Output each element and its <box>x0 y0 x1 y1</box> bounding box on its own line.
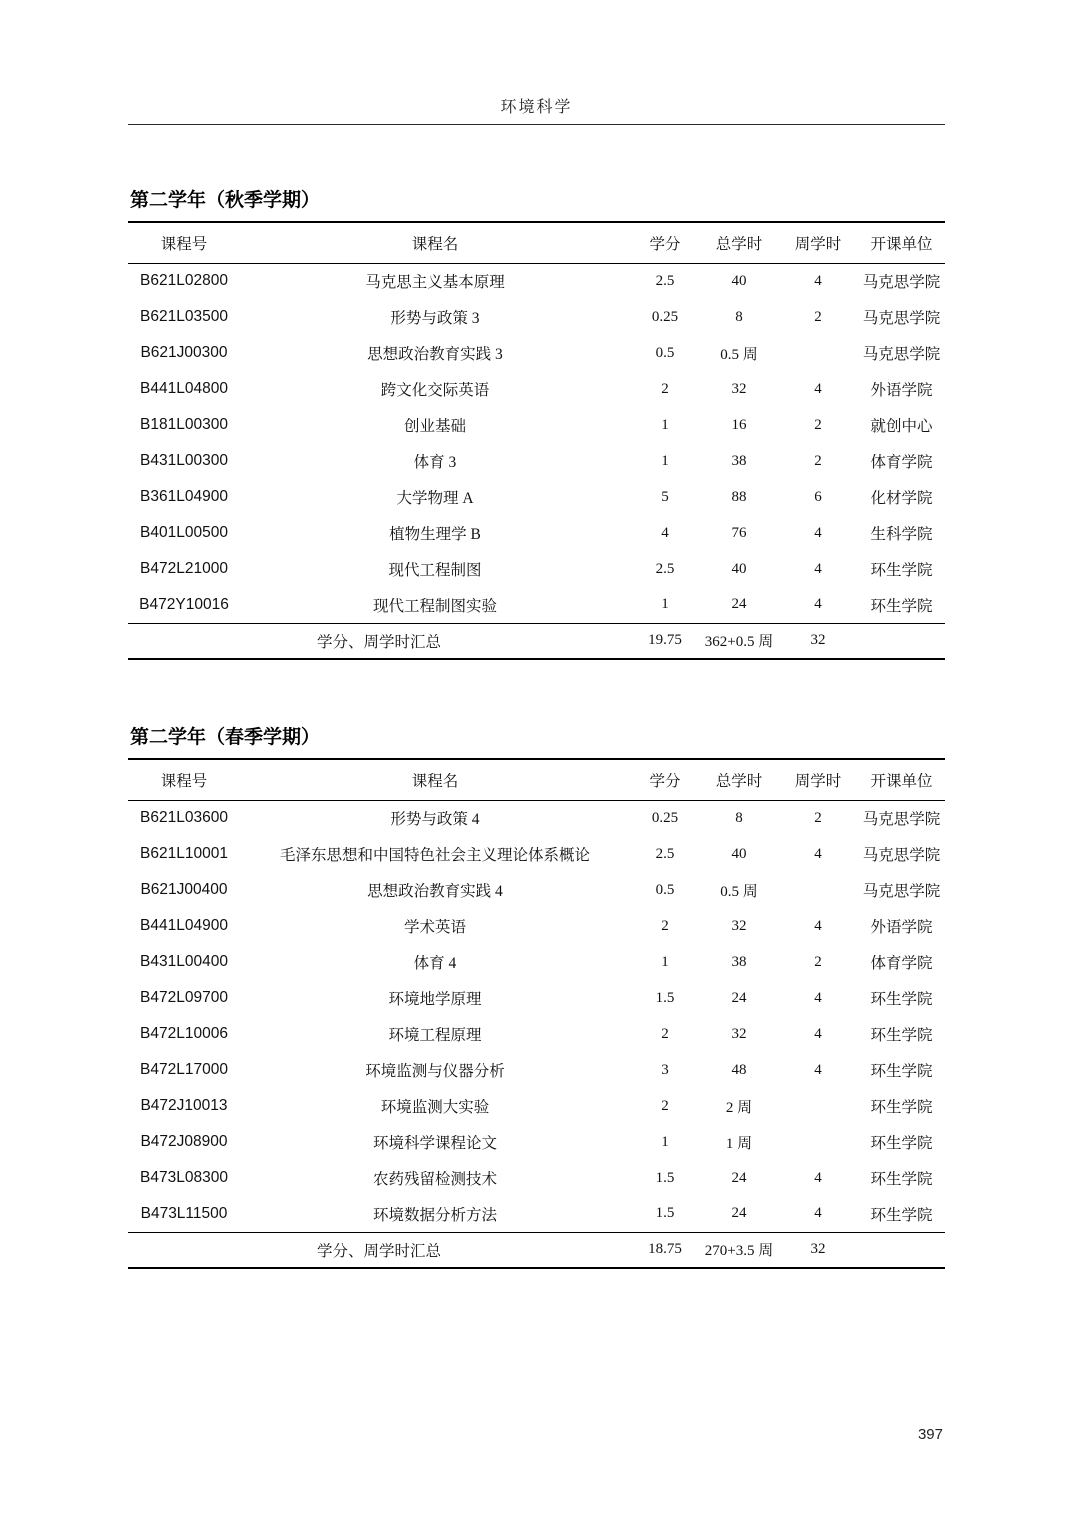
course-name-cell: 现代工程制图 <box>388 562 482 579</box>
course-name-cell: 环境科学课程论文 <box>372 1135 497 1152</box>
total-hours-cell: 8 <box>735 308 743 325</box>
table-row <box>128 1160 945 1196</box>
weekly-hours-cell: 2 <box>814 308 822 325</box>
course-name-cell: 环境工程原理 <box>388 1027 482 1044</box>
table-row <box>128 980 945 1016</box>
weekly-hours-cell <box>778 872 858 908</box>
summary-hours: 362+0.5 周 <box>700 623 778 659</box>
summary-weekly: 32 <box>778 623 858 659</box>
credits-cell: 1.5 <box>655 1169 675 1186</box>
table-row <box>128 836 945 872</box>
course-id-cell: B472J08900 <box>140 1133 228 1150</box>
table-body <box>128 263 945 623</box>
summary-hours: 270+3.5 周 <box>700 1232 778 1268</box>
credits-cell: 2 <box>661 1097 669 1114</box>
credits-cell: 4 <box>661 524 669 541</box>
table-row <box>128 407 945 443</box>
course-name-cell: 环境监测与仪器分析 <box>365 1063 505 1080</box>
table-row <box>128 479 945 515</box>
course-id-cell: B441L04900 <box>140 917 228 934</box>
course-id-cell: B472Y10016 <box>139 595 229 613</box>
unit-cell: 马克思学院 <box>862 274 941 292</box>
col-header-weekly-hours: 周学时 <box>778 759 858 800</box>
credits-cell: 2.5 <box>655 272 675 289</box>
credits-cell: 2.5 <box>655 845 675 862</box>
total-hours-cell: 0.5 周 <box>720 346 758 363</box>
table-row <box>128 1052 945 1088</box>
course-name-cell: 思想政治教育实践 3 <box>367 346 503 363</box>
weekly-hours-cell: 4 <box>814 560 822 577</box>
total-hours-cell: 1 周 <box>725 1135 753 1152</box>
weekly-hours-cell: 4 <box>814 1169 822 1186</box>
table-row <box>128 800 945 836</box>
table-summary <box>128 1232 945 1268</box>
unit-cell: 环生学院 <box>870 991 933 1008</box>
col-header-course-name: 课程名 <box>240 759 630 800</box>
unit-cell: 马克思学院 <box>862 346 941 363</box>
total-hours-cell: 32 <box>731 917 747 934</box>
unit-cell: 环生学院 <box>870 1171 933 1188</box>
col-header-total-hours: 总学时 <box>700 759 778 800</box>
section-title-fall: 第二学年（秋季学期） <box>130 190 321 211</box>
course-name-cell: 形势与政策 3 <box>390 310 480 327</box>
unit-cell: 马克思学院 <box>862 811 941 829</box>
col-header-course-id: 课程号 <box>128 759 240 800</box>
course-name-cell: 环境监测大实验 <box>380 1099 490 1116</box>
total-hours-cell: 40 <box>731 845 747 862</box>
credits-cell: 1 <box>661 953 669 970</box>
unit-cell: 马克思学院 <box>862 310 941 327</box>
course-id-cell: B621J00400 <box>140 881 228 898</box>
course-id-cell: B473L11500 <box>140 1204 228 1222</box>
unit-cell: 生科学院 <box>870 526 933 543</box>
col-header-total-hours: 总学时 <box>700 222 778 263</box>
weekly-hours-cell <box>778 1088 858 1124</box>
table-row <box>128 515 945 551</box>
weekly-hours-cell: 4 <box>814 1061 822 1078</box>
weekly-hours-cell: 4 <box>814 1025 822 1042</box>
page-content <box>128 0 945 1443</box>
weekly-hours-cell: 4 <box>814 272 822 289</box>
course-name-cell: 现代工程制图实验 <box>372 597 497 615</box>
summary-credits: 19.75 <box>630 623 700 659</box>
credits-cell: 1 <box>661 416 669 433</box>
course-id-cell: B431L00400 <box>140 953 228 970</box>
credits-cell: 1.5 <box>655 989 675 1006</box>
credits-cell: 0.5 <box>655 344 675 361</box>
unit-cell: 环生学院 <box>870 1063 933 1080</box>
unit-cell: 环生学院 <box>870 562 933 579</box>
unit-cell: 环生学院 <box>870 1027 933 1044</box>
unit-cell: 马克思学院 <box>862 847 941 864</box>
weekly-hours-cell: 4 <box>814 989 822 1006</box>
course-id-cell: B181L00300 <box>140 416 228 433</box>
total-hours-cell: 38 <box>731 953 747 970</box>
course-id-cell: B473L08300 <box>140 1169 228 1186</box>
total-hours-cell: 88 <box>731 488 747 505</box>
credits-cell: 3 <box>661 1061 669 1078</box>
col-header-credits: 学分 <box>630 222 700 263</box>
unit-cell: 马克思学院 <box>862 883 941 900</box>
summary-label: 学分、周学时汇总 <box>128 1232 630 1268</box>
unit-cell: 环生学院 <box>870 1099 933 1116</box>
header-row <box>128 759 945 800</box>
table-row <box>128 1016 945 1052</box>
total-hours-cell: 40 <box>731 560 747 577</box>
credits-cell: 1 <box>661 1133 669 1150</box>
unit-cell: 就创中心 <box>870 418 933 435</box>
table-row <box>128 371 945 407</box>
summary-credits: 18.75 <box>630 1232 700 1268</box>
weekly-hours-cell: 2 <box>814 416 822 433</box>
course-name-cell: 体育 3 <box>413 454 457 471</box>
unit-cell: 环生学院 <box>870 597 933 615</box>
header-row <box>128 222 945 263</box>
col-header-unit: 开课单位 <box>858 759 945 800</box>
course-name-cell: 形势与政策 4 <box>390 811 480 829</box>
summary-weekly: 32 <box>778 1232 858 1268</box>
table-row <box>128 335 945 371</box>
section-spring-semester <box>128 722 945 1269</box>
weekly-hours-cell: 4 <box>814 596 822 613</box>
table-row <box>128 263 945 299</box>
total-hours-cell: 24 <box>731 596 747 613</box>
summary-row <box>128 1232 945 1268</box>
unit-cell: 体育学院 <box>870 955 933 972</box>
total-hours-cell: 24 <box>731 1169 747 1186</box>
total-hours-cell: 48 <box>731 1061 747 1078</box>
total-hours-cell: 32 <box>731 380 747 397</box>
course-table-spring <box>128 758 945 1269</box>
course-id-cell: B472L10006 <box>140 1025 228 1042</box>
table-summary <box>128 623 945 659</box>
table-row <box>128 443 945 479</box>
weekly-hours-cell: 4 <box>814 1205 822 1222</box>
section-fall-semester <box>128 185 945 660</box>
weekly-hours-cell: 4 <box>814 380 822 397</box>
course-name-cell: 农药残留检测技术 <box>372 1171 497 1188</box>
credits-cell: 2 <box>661 380 669 397</box>
table-row <box>128 1124 945 1160</box>
course-id-cell: B621L03500 <box>140 308 228 325</box>
course-name-cell: 学术英语 <box>403 919 466 936</box>
running-head <box>128 0 945 125</box>
course-id-cell: B441L04800 <box>140 380 228 397</box>
document-title: 环境科学 <box>500 99 573 116</box>
credits-cell: 1 <box>661 452 669 469</box>
total-hours-cell: 24 <box>731 1205 747 1222</box>
credits-cell: 0.25 <box>651 308 679 325</box>
unit-cell: 化材学院 <box>870 490 933 507</box>
table-header <box>128 222 945 263</box>
course-id-cell: B472L09700 <box>140 989 228 1006</box>
unit-cell: 体育学院 <box>870 454 933 471</box>
col-header-weekly-hours: 周学时 <box>778 222 858 263</box>
table-row <box>128 1196 945 1232</box>
table-row <box>128 551 945 587</box>
credits-cell: 5 <box>661 488 669 505</box>
total-hours-cell: 38 <box>731 452 747 469</box>
table-row <box>128 908 945 944</box>
total-hours-cell: 76 <box>731 524 747 541</box>
table-row <box>128 872 945 908</box>
weekly-hours-cell <box>778 335 858 371</box>
col-header-credits: 学分 <box>630 759 700 800</box>
total-hours-cell: 8 <box>735 809 743 826</box>
course-name-cell: 毛泽东思想和中国特色社会主义理论体系概论 <box>279 847 590 864</box>
weekly-hours-cell: 2 <box>814 953 822 970</box>
table-header <box>128 759 945 800</box>
course-name-cell: 环境地学原理 <box>388 991 482 1008</box>
col-header-course-id: 课程号 <box>128 222 240 263</box>
credits-cell: 2 <box>661 917 669 934</box>
course-id-cell: B472L17000 <box>140 1061 228 1078</box>
course-name-cell: 思想政治教育实践 4 <box>367 883 503 900</box>
summary-empty <box>858 623 945 659</box>
weekly-hours-cell: 4 <box>814 524 822 541</box>
course-id-cell: B621L03600 <box>140 809 228 827</box>
table-row <box>128 944 945 980</box>
weekly-hours-cell: 4 <box>814 917 822 934</box>
total-hours-cell: 32 <box>731 1025 747 1042</box>
total-hours-cell: 40 <box>731 272 747 289</box>
weekly-hours-cell: 6 <box>814 488 822 505</box>
weekly-hours-cell: 2 <box>814 452 822 469</box>
unit-cell: 环生学院 <box>870 1135 933 1152</box>
course-name-cell: 创业基础 <box>403 418 466 435</box>
section-title-spring: 第二学年（春季学期） <box>130 727 321 748</box>
unit-cell: 外语学院 <box>870 382 933 399</box>
table-row <box>128 299 945 335</box>
course-id-cell: B621L10001 <box>140 845 228 862</box>
total-hours-cell: 16 <box>731 416 747 433</box>
weekly-hours-cell <box>778 1124 858 1160</box>
course-name-cell: 大学物理 A <box>396 490 474 507</box>
total-hours-cell: 24 <box>731 989 747 1006</box>
total-hours-cell: 0.5 周 <box>720 883 758 900</box>
course-id-cell: B361L04900 <box>140 488 228 505</box>
course-id-cell: B621L02800 <box>140 272 228 290</box>
course-name-cell: 植物生理学 B <box>389 526 481 543</box>
table-row <box>128 587 945 623</box>
col-header-course-name: 课程名 <box>240 222 630 263</box>
course-name-cell: 环境数据分析方法 <box>372 1206 497 1224</box>
course-name-cell: 体育 4 <box>413 955 457 972</box>
credits-cell: 2 <box>661 1025 669 1042</box>
course-id-cell: B431L00300 <box>140 452 228 469</box>
course-table-fall <box>128 221 945 660</box>
unit-cell: 环生学院 <box>870 1206 933 1224</box>
credits-cell: 2.5 <box>655 560 675 577</box>
summary-empty <box>858 1232 945 1268</box>
credits-cell: 0.25 <box>651 809 679 826</box>
weekly-hours-cell: 2 <box>814 809 822 826</box>
weekly-hours-cell: 4 <box>814 845 822 862</box>
col-header-unit: 开课单位 <box>858 222 945 263</box>
credits-cell: 0.5 <box>655 881 675 898</box>
table-body <box>128 800 945 1232</box>
credits-cell: 1 <box>661 596 669 613</box>
table-row <box>128 1088 945 1124</box>
summary-label: 学分、周学时汇总 <box>128 623 630 659</box>
total-hours-cell: 2 周 <box>725 1099 753 1116</box>
course-name-cell: 马克思主义基本原理 <box>365 274 505 292</box>
page-number: 397 <box>917 1426 943 1443</box>
credits-cell: 1.5 <box>655 1205 675 1222</box>
course-id-cell: B472L21000 <box>140 560 228 577</box>
summary-row <box>128 623 945 659</box>
unit-cell: 外语学院 <box>870 919 933 936</box>
course-id-cell: B401L00500 <box>140 524 228 541</box>
course-id-cell: B472J10013 <box>140 1097 228 1114</box>
course-id-cell: B621J00300 <box>140 344 228 361</box>
course-name-cell: 跨文化交际英语 <box>380 382 490 399</box>
